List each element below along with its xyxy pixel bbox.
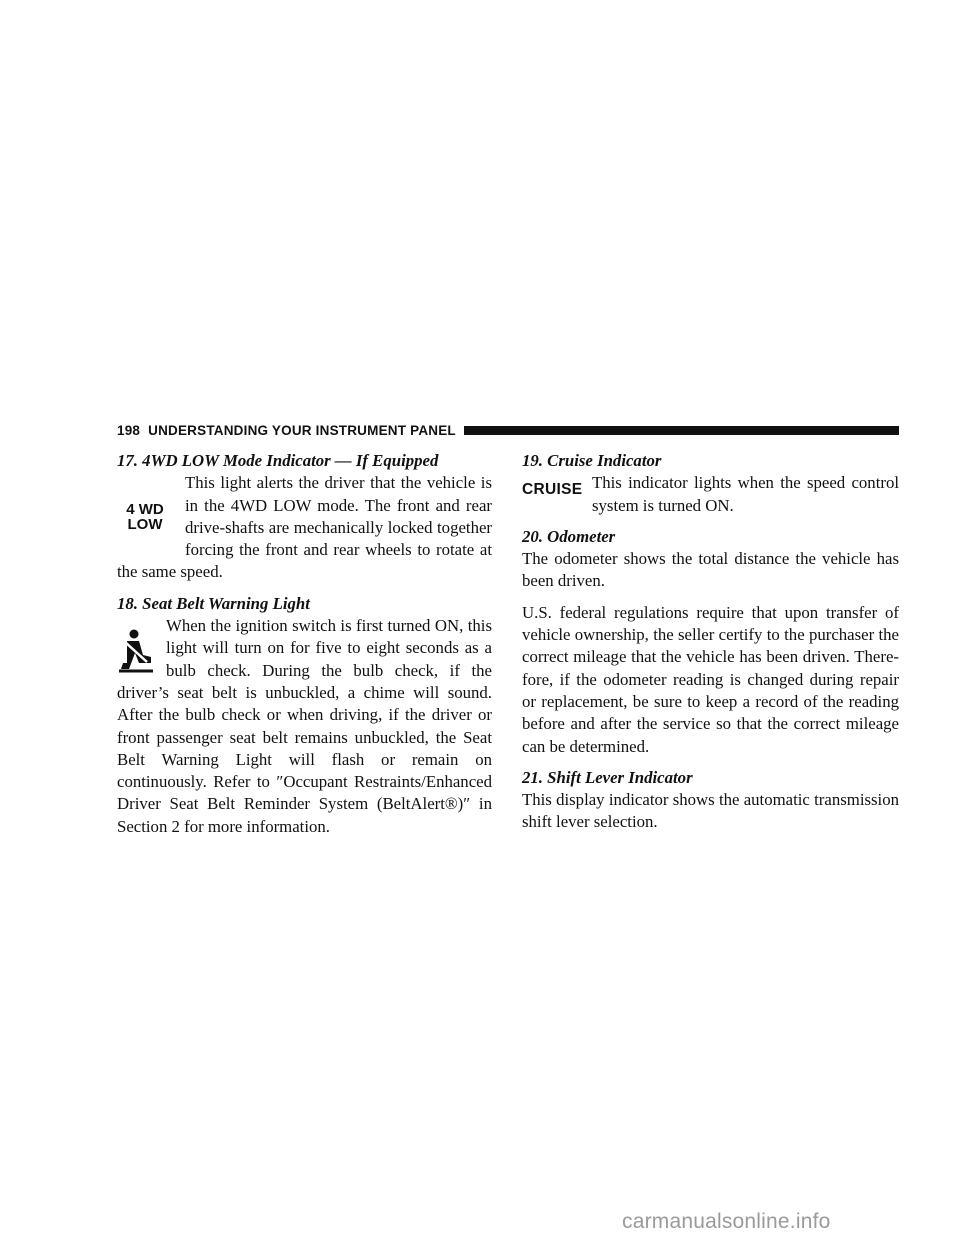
item-18 [117,593,492,838]
item-21-text: This display indicator shows the automatic transmission shift lever selection. [522,790,899,832]
item-20 [522,526,899,758]
item-20-heading: 20. Odometer [522,526,616,546]
page-header [117,422,899,438]
left-column [117,450,492,838]
header-rule [464,426,899,435]
item-17-heading: 17. 4WD LOW Mode Indicator — If Equipped [117,451,439,470]
cruise-icon: CRUISE [522,481,583,499]
item-21-heading: 21. Shift Lever Indicator [522,767,693,787]
4wd-low-icon [117,502,173,552]
item-20-text-2: U.S. federal regulations require that upon transfer of vehicle ownership, the seller certify to the purchaser the correct mileage that the vehicle has been driven. There-fore, if the odometer reading is changed during repair or replacement, be sure to keep a record of the reading before and after the service so that the correct mileage can be determined. [522,602,899,756]
page-number: 198 [117,422,141,438]
item-18-heading: 18. Seat Belt Warning Light [117,593,310,613]
4wd-icon-line1: 4 WD [126,501,164,519]
item-19-heading: 19. Cruise Indicator [522,451,662,470]
4wd-icon-line2: LOW [127,516,163,534]
item-18-text: When the ignition switch is first turned ON, this light will turn on for five to eight seconds as a bulb check. During the bulb check, if the driver’s seat belt is unbuckled, a chime will sound. After the bulb check or when driving, if the driver or front passenger seat belt remains unbuckled, the Seat Belt Warning Light will flash or remain on continuously. Refer to ″Occupant Restraints/Enhanced Driver Seat Belt Reminder System (BeltAlert®)″ in Section 2 for more information. [117,616,492,836]
section-title: UNDERSTANDING YOUR INSTRUMENT PANEL [148,422,456,438]
item-19 [522,450,899,517]
item-20-text-1: The odometer shows the total distance the vehicle has been driven. [522,549,899,591]
item-17 [117,450,492,584]
right-column [522,450,899,834]
item-17-text: This light alerts the driver that the vehicle is in the 4WD LOW mode. The front and rear drive-shafts are mechanically locked together forcing the front and rear wheels to rotate at the same speed. [117,473,492,582]
watermark: carmanualsonline.info [622,1210,831,1233]
seat-belt-icon [117,629,155,673]
item-19-text: This indicator lights when the speed control system is turned ON. [592,473,899,515]
item-21 [522,767,899,834]
